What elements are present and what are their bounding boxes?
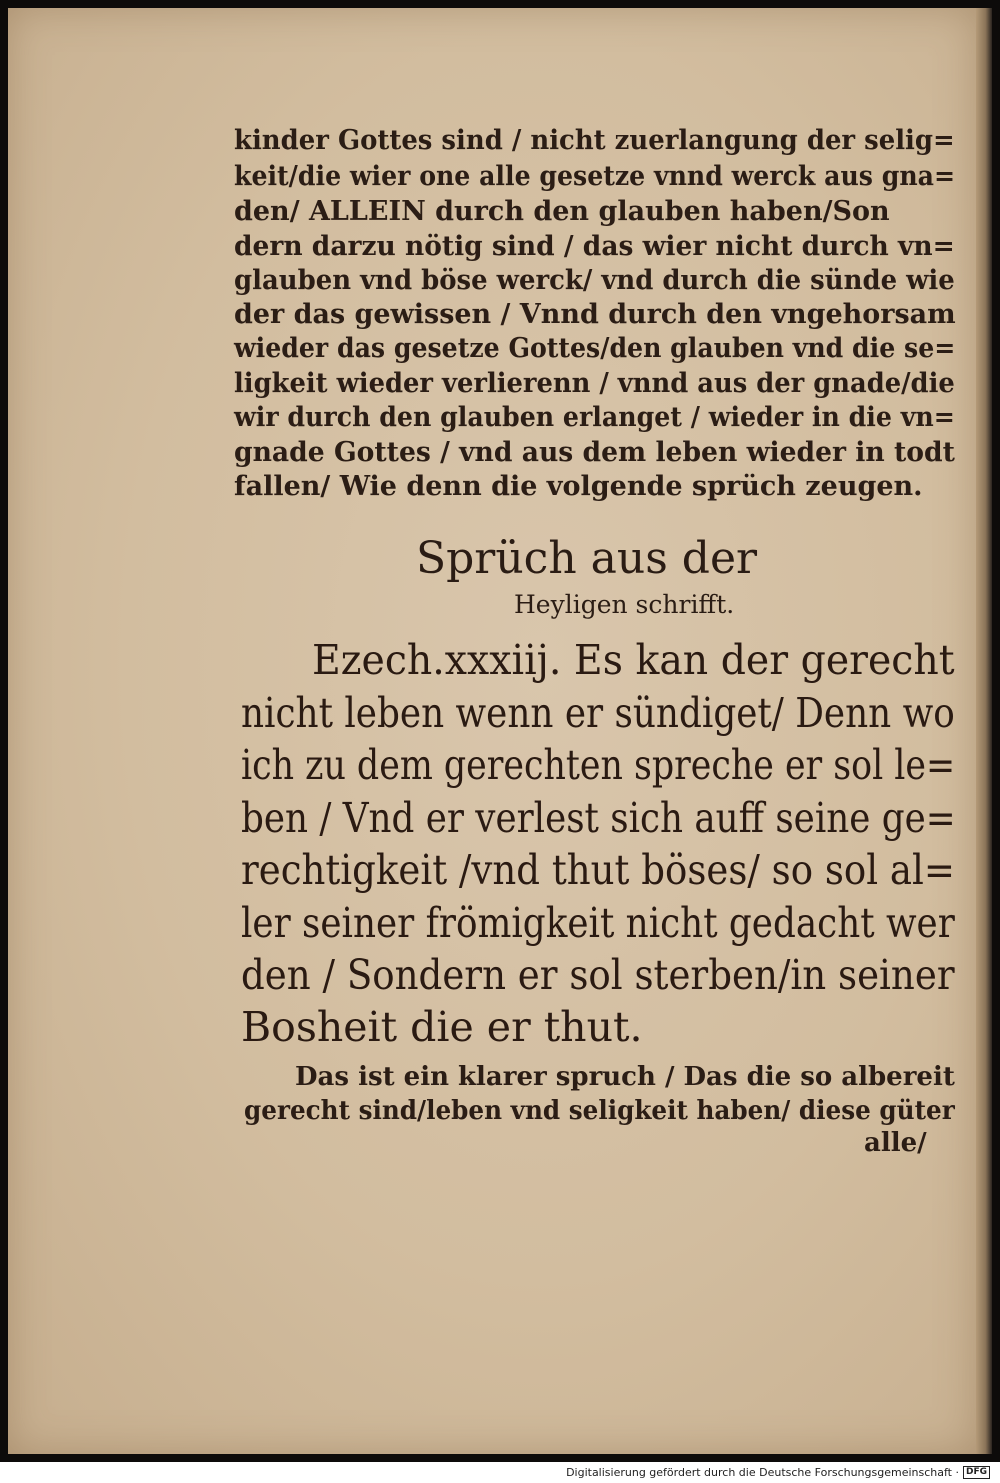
quote-line-2: nicht leben wenn er sündiget/ Denn wo [241, 689, 955, 737]
body-line-6: der das gewissen / Vnnd durch den vngehorsam [234, 299, 956, 330]
comment-line-2: gerecht sind/leben vnd seligkeit haben/ diese güter [244, 1096, 955, 1126]
body-line-7: wieder das gesetze Gottes/den glauben vnd die se= [234, 333, 956, 364]
quote-line-1: Ezech.xxxiij. Es kan der gerecht [312, 636, 955, 684]
quote-line-6: ler seiner frömigkeit nicht gedacht wer [241, 899, 955, 947]
quote-line-8: Bosheit die er thut. [241, 1003, 643, 1051]
body-line-4: dern darzu nötig sind / das wier nicht durch vn= [234, 231, 955, 262]
body-line-1: kinder Gottes sind / nicht zuerlangung der selig= [234, 125, 955, 156]
section-subheading: Heyligen schrifft. [514, 590, 735, 619]
section-heading: Sprüch aus der [416, 533, 758, 584]
quote-line-4: ben / Vnd er verlest sich auff seine ge= [241, 794, 956, 842]
body-line-5: glauben vnd böse werck/ vnd durch die sünde wie [234, 265, 955, 296]
dfg-logo: DFG [963, 1466, 990, 1479]
body-line-3: den/ ALLEIN durch den glauben haben/Son [234, 196, 890, 227]
credit-text: Digitalisierung gefördert durch die Deutsche Forschungsgemeinschaft · [566, 1466, 959, 1479]
digitization-credit [566, 1466, 990, 1479]
page-edge [976, 8, 992, 1454]
body-line-8: ligkeit wieder verlierenn / vnnd aus der gnade/die [234, 368, 955, 399]
body-line-10: gnade Gottes / vnd aus dem leben wieder in todt [234, 437, 955, 468]
catchword: alle/ [864, 1128, 927, 1158]
quote-line-7: den / Sondern er sol sterben/in seiner [241, 951, 955, 999]
body-line-9: wir durch den glauben erlanget / wieder in die vn= [234, 402, 955, 433]
quote-line-3: ich zu dem gerechten spreche er sol le= [241, 741, 956, 789]
quote-line-5: rechtigkeit /vnd thut böses/ so sol al= [241, 846, 955, 894]
comment-line-1: Das ist ein klarer spruch / Das die so albereit [295, 1062, 955, 1092]
body-line-11: fallen/ Wie denn die volgende sprüch zeugen. [234, 471, 923, 502]
body-line-2: keit/die wier one alle gesetze vnnd werck aus gna= [234, 161, 956, 192]
